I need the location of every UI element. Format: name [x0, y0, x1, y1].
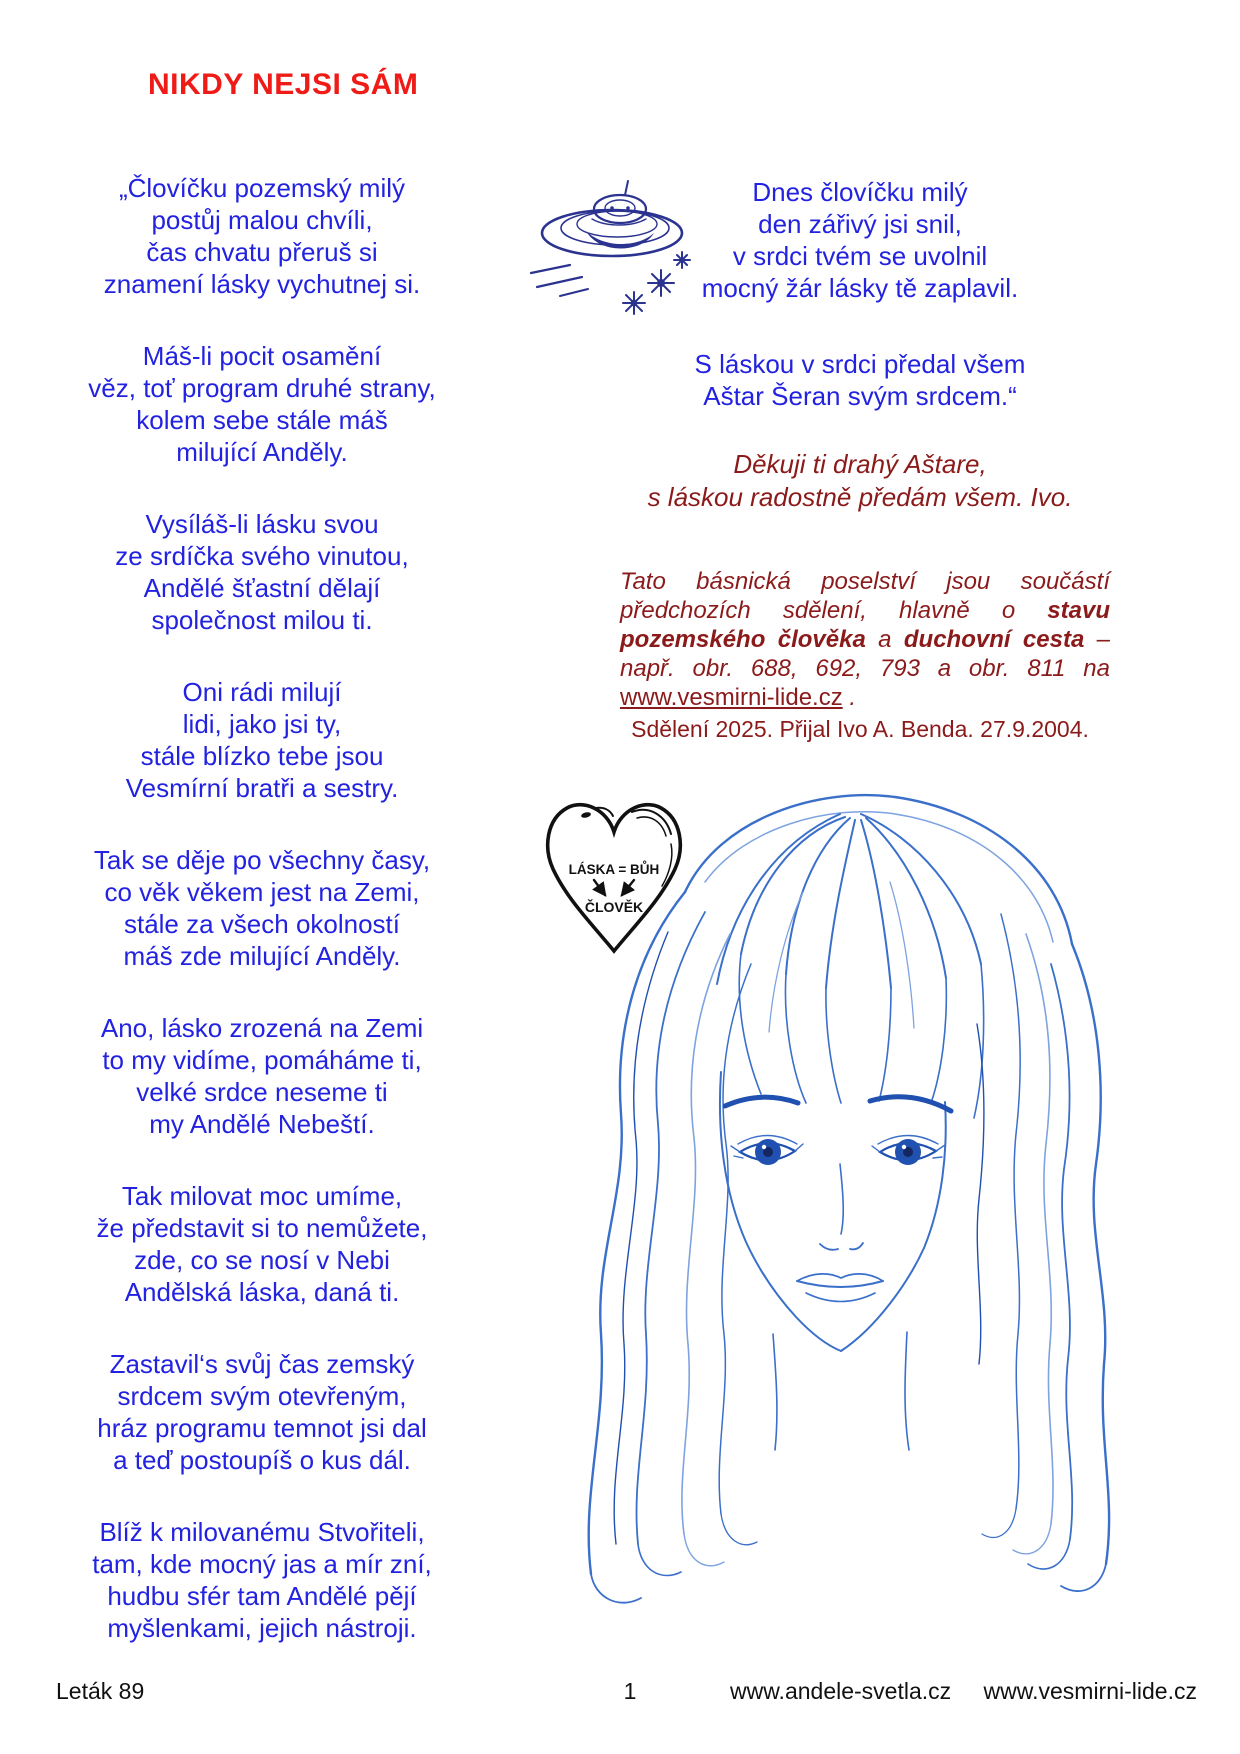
poem-line: stále blízko tebe jsou — [140, 741, 384, 771]
poem-line: Tak se děje po všechny časy, — [93, 845, 431, 875]
right-poem-stanza-1 — [612, 176, 1108, 304]
stanza — [34, 1348, 490, 1476]
footer-links — [730, 1678, 1196, 1705]
poem-line: zde, co se nosí v Nebi — [134, 1245, 390, 1275]
stanza — [34, 676, 490, 804]
poem-line: milující Anděly. — [176, 437, 348, 467]
poem-line: my Andělé Nebeští. — [149, 1109, 375, 1139]
stanza — [34, 340, 490, 468]
message-source-line: Sdělení 2025. Přijal Ivo A. Benda. 27.9.2004. — [631, 716, 1089, 742]
poem-line: hráz programu temnot jsi dal — [97, 1413, 427, 1443]
poem-line: postůj malou chvíli, — [151, 205, 373, 235]
note-bold-text: stavu pozemského člověka — [620, 597, 1110, 653]
poem-line: že představit si to nemůžete, — [96, 1213, 428, 1243]
stanza — [34, 1516, 490, 1644]
poem-line: Zastavil‘s svůj čas zemský — [109, 1349, 415, 1379]
poem-line: a teď postoupíš o kus dál. — [113, 1445, 411, 1475]
note-text: . — [842, 684, 857, 711]
poem-line: kolem sebe stále máš — [136, 405, 388, 435]
dedication-line: Děkuji ti drahý Aštare, — [733, 449, 987, 479]
poem-line: S láskou v srdci předal všem — [694, 349, 1026, 379]
poem-line: máš zde milující Anděly. — [123, 941, 401, 971]
note-text: – např. obr. 688, 692, 793 a obr. 811 na — [620, 626, 1111, 682]
poem-line: stále za všech okolností — [123, 909, 401, 939]
vesmirni-lide-footer-link[interactable]: www.vesmirni-lide.cz — [983, 1678, 1197, 1704]
poem-line: Vysíláš-li lásku svou — [145, 509, 379, 539]
dedication — [612, 448, 1108, 514]
poem-line: věz, toť program druhé strany, — [88, 373, 436, 403]
stanza — [34, 1012, 490, 1140]
note-bold-text: duchovní cesta — [903, 626, 1085, 653]
poem-line: v srdci tvém se uvolnil — [732, 241, 988, 271]
stanza — [34, 172, 490, 300]
poem-line: Ano, lásko zrozená na Zemi — [100, 1013, 424, 1043]
poem-line: mocný žár lásky tě zaplavil. — [701, 273, 1019, 303]
heart-bottom-label: ČLOVĚK — [584, 899, 644, 915]
poem-line: čas chvatu přeruš si — [146, 237, 378, 267]
poem-line: Vesmírní bratři a sestry. — [125, 773, 399, 803]
note-text: Tato básnická poselství jsou součástí předchozích sdělení, hlavně o — [620, 568, 1110, 624]
poem-line: to my vidíme, pomáháme ti, — [102, 1045, 422, 1075]
poem-line: Blíž k milovanému Stvořiteli, — [99, 1517, 425, 1547]
poem-line: ze srdíčka svého vinutou, — [115, 541, 409, 571]
poem-line: srdcem svým otevřeným, — [117, 1381, 407, 1411]
heart-top-label: LÁSKA = BŮH — [568, 862, 660, 877]
leaflet-number: Leták 89 — [56, 1678, 145, 1704]
page-title: NIKDY NEJSI SÁM — [148, 68, 419, 101]
poem-line: Máš-li pocit osamění — [142, 341, 382, 371]
stanza — [34, 508, 490, 636]
poem-line: společnost milou ti. — [151, 605, 373, 635]
poem-line: co věk věkem jest na Zemi, — [104, 877, 420, 907]
poem-line: Andělská láska, daná ti. — [124, 1277, 400, 1307]
poem-line: „Človíčku pozemský milý — [118, 173, 406, 203]
poem-line: Aštar Šeran svým srdcem.“ — [703, 381, 1017, 411]
page-number: 1 — [623, 1678, 637, 1704]
poem-line: Andělé šťastní dělají — [143, 573, 381, 603]
stanza — [34, 1180, 490, 1308]
poem-line: znamení lásky vychutnej si. — [103, 269, 421, 299]
poem-line: velké srdce neseme ti — [136, 1077, 388, 1107]
poem-line: den zářivý jsi snil, — [758, 209, 962, 239]
right-poem-stanza-2 — [612, 348, 1108, 412]
poem-line: Oni rádi milují — [182, 677, 342, 707]
poem-line: hudbu sfér tam Andělé pějí — [107, 1581, 417, 1611]
poem-line: tam, kde mocný jas a mír zní, — [92, 1549, 432, 1579]
poem-line: lidi, jako jsi ty, — [182, 709, 342, 739]
dedication-line: s láskou radostně předám všem. Ivo. — [647, 482, 1073, 512]
andele-svetla-link[interactable]: www.andele-svetla.cz — [730, 1678, 952, 1704]
stanza — [34, 844, 490, 972]
poem-line: Dnes človíčku milý — [752, 177, 968, 207]
note-paragraph — [620, 567, 1110, 712]
woman-portrait-drawing — [545, 772, 1125, 1620]
left-poem-column — [34, 172, 490, 1684]
vesmirni-lide-link[interactable]: www.vesmirni-lide.cz — [620, 684, 843, 711]
note-text: a — [865, 626, 904, 653]
poem-line: Tak milovat moc umíme, — [121, 1181, 403, 1211]
poem-line: myšlenkami, jejich nástroji. — [107, 1613, 417, 1643]
